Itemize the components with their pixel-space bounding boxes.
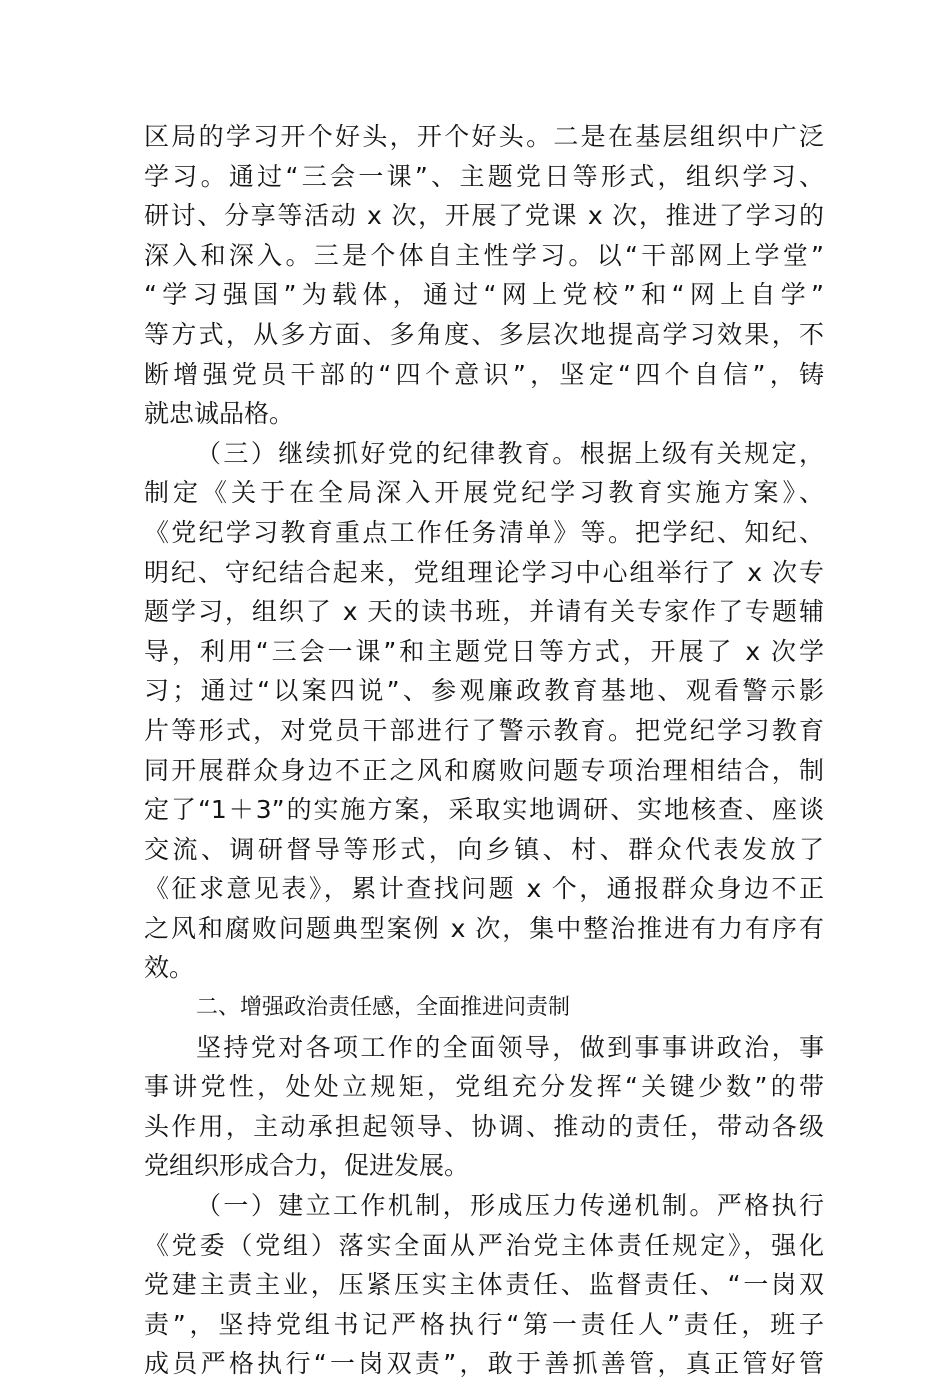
text-line: 头作用，主动承担起领导、协调、推动的责任，带动各级 <box>144 1111 824 1141</box>
text-line: （一）建立工作机制，形成压力传递机制。严格执行 <box>196 1191 824 1221</box>
text-line: 断增强党员干部的“四个意识”，坚定“四个自信”，铸 <box>144 359 824 389</box>
text-line: （三）继续抓好党的纪律教育。根据上级有关规定， <box>196 438 824 468</box>
text-line: 等方式，从多方面、多角度、多层次地提高学习效果，不 <box>144 319 824 349</box>
text-line: 责”，坚持党组书记严格执行“第一责任人”责任，班子 <box>144 1309 824 1339</box>
document-body <box>144 117 824 1384</box>
text-line: 研讨、分享等活动 x 次，开展了党课 x 次，推进了学习的 <box>144 201 824 231</box>
text-line: 交流、调研督导等形式，向乡镇、村、群众代表发放了 <box>144 834 824 864</box>
text-line: 同开展群众身边不正之风和腐败问题专项治理相结合，制 <box>144 755 824 785</box>
text-line: 题学习，组织了 x 天的读书班，并请有关专家作了专题辅 <box>144 597 824 627</box>
text-line: 效。 <box>144 953 195 983</box>
text-line: 《征求意见表》，累计查找问题 x 个，通报群众身边不正 <box>144 874 824 904</box>
text-line: 《党纪学习教育重点工作任务清单》等。把学纪、知纪、 <box>144 517 824 547</box>
text-line: 导，利用“三会一课”和主题党日等方式，开展了 x 次学 <box>144 636 824 666</box>
text-line: “学习强国”为载体，通过“网上党校”和“网上自学” <box>144 280 824 310</box>
text-line: 区局的学习开个好头，开个好头。二是在基层组织中广泛 <box>144 122 824 151</box>
text-line: 习；通过“以案四说”、参观廉政教育基地、观看警示影 <box>144 676 824 706</box>
text-line: 就忠诚品格。 <box>144 399 295 429</box>
text-line: 《党委（党组）落实全面从严治党主体责任规定》，强化 <box>144 1230 824 1260</box>
text-line: 定了“1＋3”的实施方案，采取实地调研、实地核查、座谈 <box>144 795 824 825</box>
text-line: 片等形式，对党员干部进行了警示教育。把党纪学习教育 <box>144 715 824 745</box>
text-line: 明纪、守纪结合起来，党组理论学习中心组举行了 x 次专 <box>144 557 824 587</box>
text-line: 学习。通过“三会一课”、主题党日等形式，组织学习、 <box>144 161 824 191</box>
text-line: 之风和腐败问题典型案例 x 次，集中整治推进有力有序有 <box>144 913 824 943</box>
text-line: 成员严格执行“一岗双责”，敢于善抓善管，真正管好管 <box>144 1349 824 1379</box>
section-heading: 二、增强政治责任感，全面推进问责制 <box>196 995 571 1021</box>
text-line: 制定《关于在全局深入开展党纪学习教育实施方案》、 <box>144 478 824 508</box>
text-line: 深入和深入。三是个体自主性学习。以“干部网上学堂” <box>144 240 824 270</box>
text-line: 事讲党性，处处立规矩，党组充分发挥“关键少数”的带 <box>144 1072 824 1102</box>
text-line: 坚持党对各项工作的全面领导，做到事事讲政治，事 <box>196 1032 824 1062</box>
text-line: 党建主责主业，压紧压实主体责任、监督责任、“一岗双 <box>144 1270 824 1300</box>
text-line: 党组织形成合力，促进发展。 <box>144 1151 470 1181</box>
